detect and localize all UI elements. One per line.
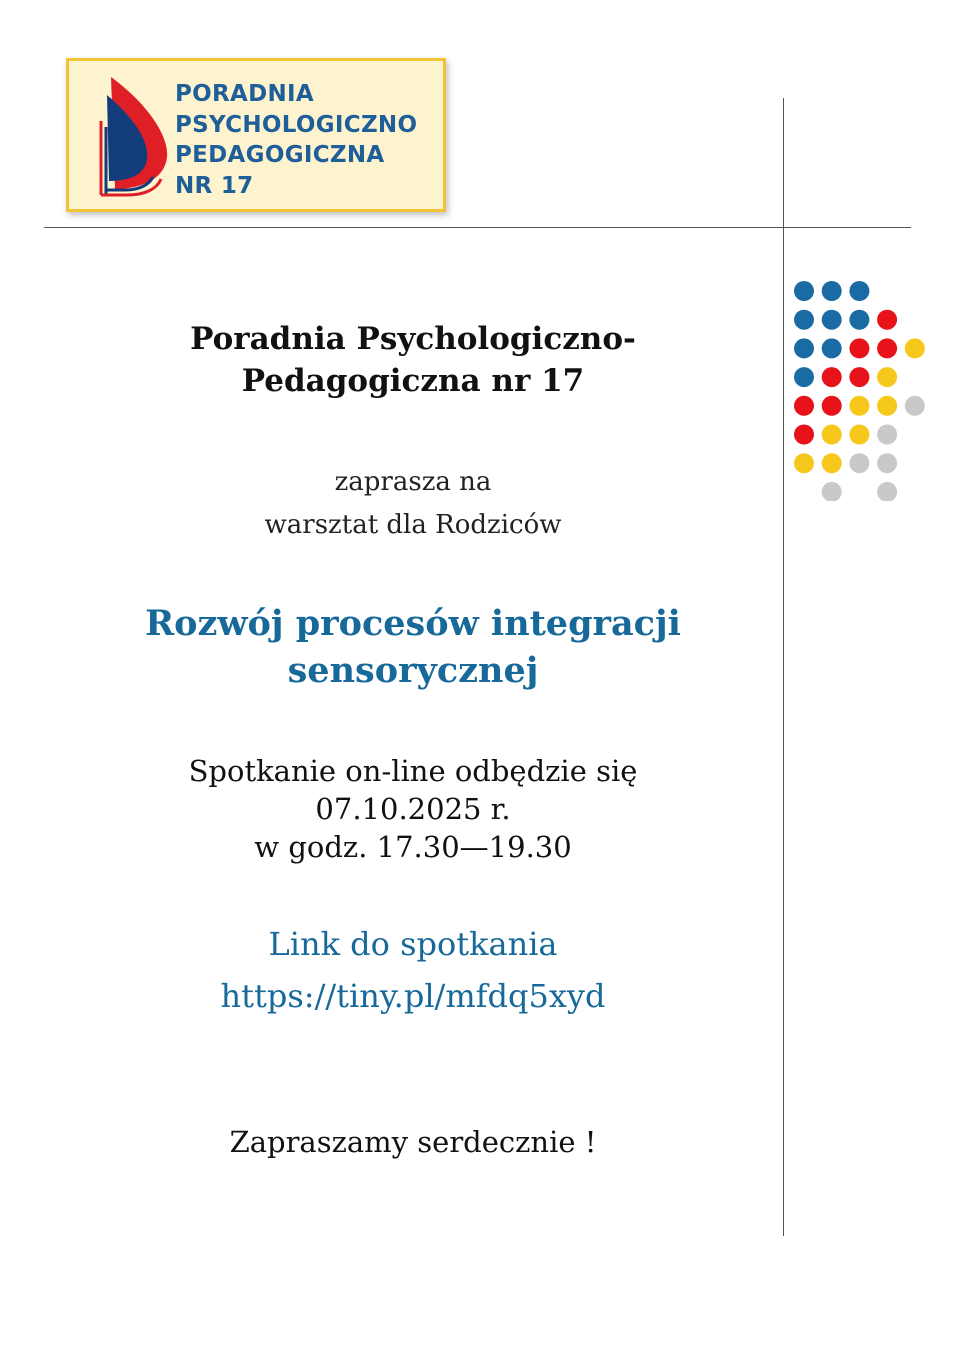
logo-line-2: PSYCHOLOGICZNO — [175, 111, 418, 138]
workshop-title-line-2: sensorycznej — [287, 650, 539, 691]
decorative-dot — [822, 367, 842, 387]
org-name-line-2: Pedagogiczna nr 17 — [241, 363, 585, 399]
decorative-dot — [877, 453, 897, 473]
workshop-title-line-1: Rozwój procesów integracji — [145, 603, 681, 644]
decorative-dot — [849, 338, 869, 358]
meeting-date: 07.10.2025 r. — [315, 792, 511, 826]
decorative-dot — [794, 281, 814, 301]
decorative-dot — [877, 338, 897, 358]
decorative-dot — [849, 367, 869, 387]
decorative-dot — [877, 425, 897, 445]
decorative-dot — [794, 396, 814, 416]
decorative-dot — [794, 338, 814, 358]
org-name-line-1: Poradnia Psychologiczno- — [190, 321, 636, 357]
decorative-dot — [794, 367, 814, 387]
decorative-dot — [794, 310, 814, 330]
decorative-dot — [877, 482, 897, 501]
decorative-dot — [822, 310, 842, 330]
meeting-link[interactable]: https://tiny.pl/mfdq5xyd — [220, 977, 606, 1015]
decorative-dot — [822, 453, 842, 473]
decorative-dot — [877, 396, 897, 416]
link-label: Link do spotkania — [268, 925, 558, 963]
invitation — [60, 461, 766, 547]
decorative-dot — [822, 338, 842, 358]
decorative-dot — [905, 396, 925, 416]
decorative-dot — [822, 425, 842, 445]
meeting-line: Spotkanie on-line odbędzie się — [188, 754, 638, 788]
decorative-dot — [877, 367, 897, 387]
decorative-dot — [794, 425, 814, 445]
decorative-dot — [849, 453, 869, 473]
workshop-title — [60, 600, 766, 694]
logo-line-4: NR 17 — [175, 172, 254, 199]
decorative-dot — [905, 338, 925, 358]
invitation-line-2: warsztat dla Rodziców — [264, 510, 562, 540]
decorative-dot — [794, 453, 814, 473]
decorative-dot — [849, 281, 869, 301]
decorative-dot — [849, 425, 869, 445]
meeting-details — [60, 752, 766, 866]
invitation-line-1: zaprasza na — [334, 467, 492, 497]
vertical-divider — [783, 98, 784, 1236]
decorative-dot — [822, 281, 842, 301]
decorative-dot — [877, 310, 897, 330]
decorative-dot — [849, 396, 869, 416]
decorative-dot — [822, 482, 842, 501]
meeting-time: w godz. 17.30—19.30 — [254, 830, 572, 864]
closing-text: Zapraszamy serdecznie ! — [229, 1125, 597, 1159]
sail-logo-icon — [97, 75, 169, 199]
decorative-dot — [822, 396, 842, 416]
logo-line-3: PEDAGOGICZNA — [175, 142, 385, 168]
logo-text — [175, 79, 417, 201]
decorative-dot — [849, 310, 869, 330]
decorative-dots — [794, 281, 934, 501]
logo-line-1: PORADNIA — [175, 81, 315, 107]
horizontal-divider — [44, 227, 911, 228]
logo — [66, 58, 446, 212]
organization-name — [60, 318, 766, 402]
